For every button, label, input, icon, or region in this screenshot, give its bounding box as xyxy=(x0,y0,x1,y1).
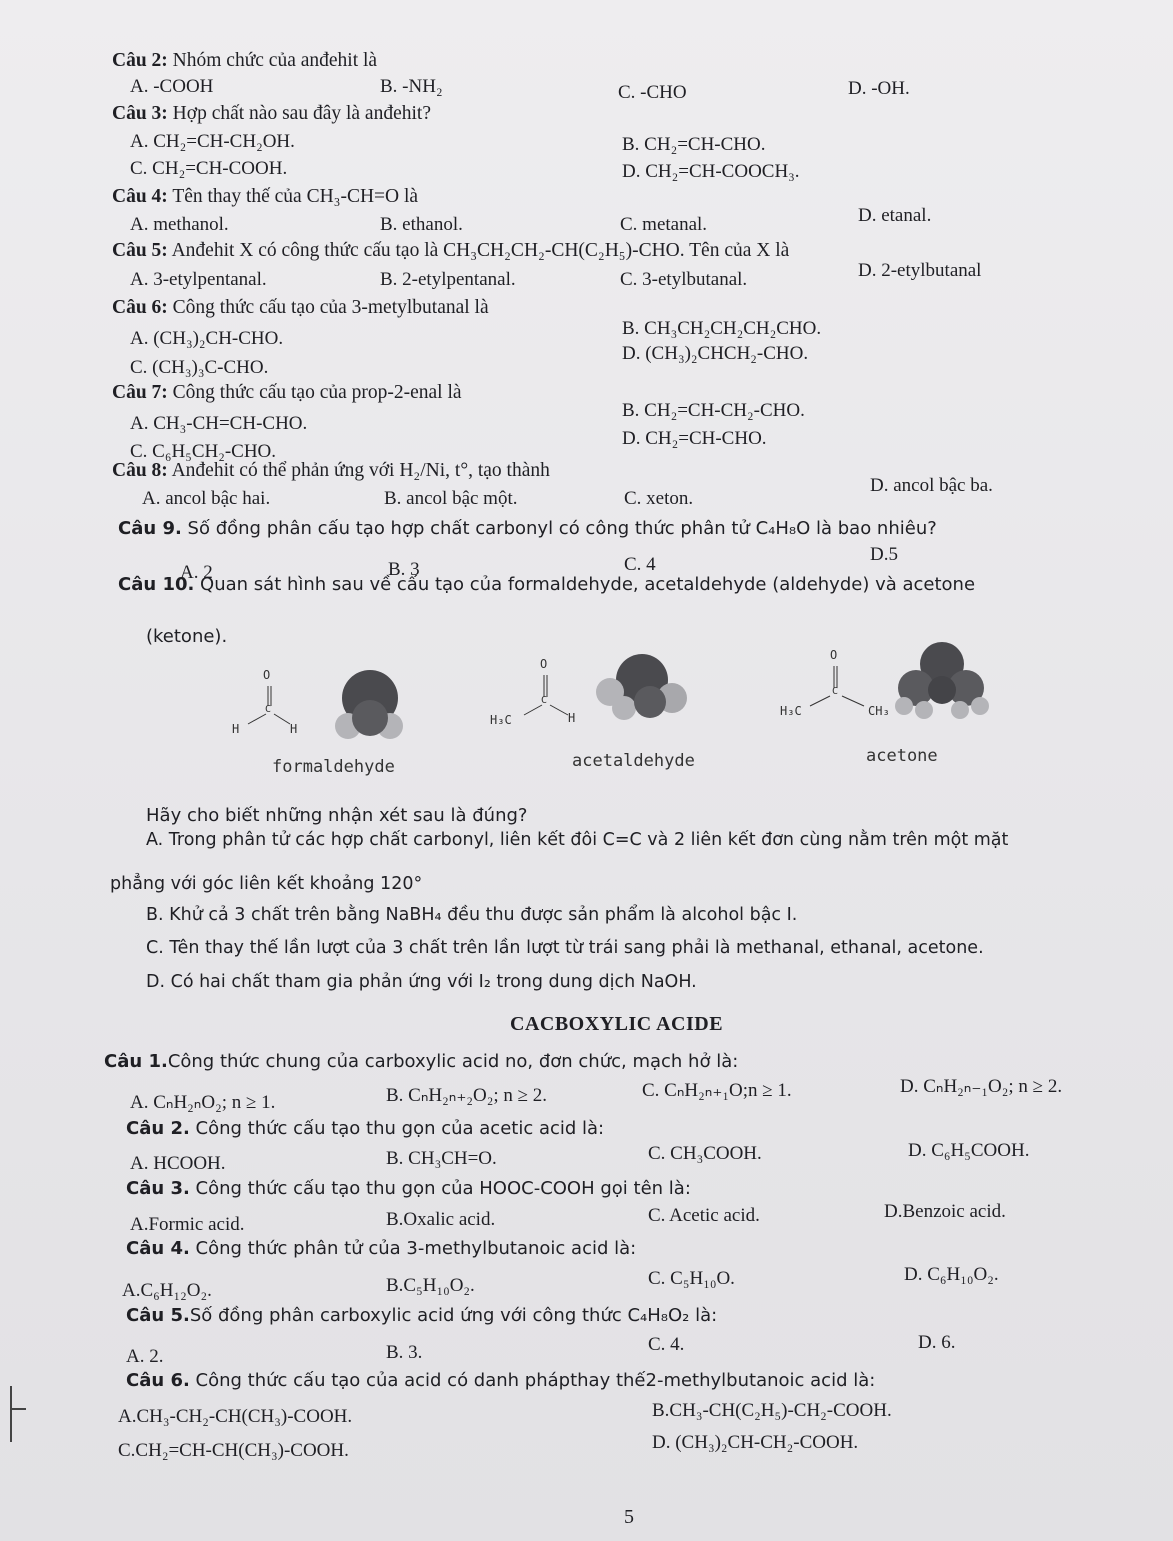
q5-option-c: C. 3-etylbutanal. xyxy=(620,269,748,290)
q2-option-a: A. -COOH xyxy=(130,76,214,97)
q4-option-a: A. methanol. xyxy=(130,214,229,235)
question-number: Câu 5: xyxy=(112,240,168,261)
question-number: Câu 3: xyxy=(112,103,168,124)
a2-option-d: D. C₆H₅COOH. xyxy=(908,1140,1030,1161)
q9-option-d: D.5 xyxy=(870,544,898,565)
a5-option-c: C. 4. xyxy=(648,1334,685,1355)
oxygen-label: O xyxy=(830,648,838,662)
question-5 xyxy=(112,240,789,262)
question-number: Câu 6. xyxy=(126,1370,190,1391)
q3-option-c: C. CH₂=CH-COOH. xyxy=(130,158,288,179)
question-text: Số đồng phân cấu tạo hợp chất carbonyl có công thức phân tử C₄H₈O là bao nhiêu? xyxy=(181,518,937,539)
a4-option-d: D. C₆H₁₀O₂. xyxy=(904,1264,999,1285)
left-substituent-label: H₃C xyxy=(490,713,512,727)
q3-option-a: A. CH₂=CH-CH₂OH. xyxy=(130,131,295,152)
q9-option-b: B. 3 xyxy=(388,559,420,580)
q2-option-c: C. -CHO xyxy=(618,82,687,103)
question-10-continuation: (ketone). xyxy=(146,626,228,647)
q2-option-d: D. -OH. xyxy=(848,78,910,99)
q4-option-d: D. etanal. xyxy=(858,205,932,226)
question-number: Câu 5. xyxy=(126,1305,190,1326)
a1-option-b: B. CₙH₂ₙ₊₂O₂; n ≥ 2. xyxy=(386,1085,548,1106)
carbon-label: C xyxy=(541,695,548,706)
carbon-label: C xyxy=(832,686,839,697)
question-text: Công thức cấu tạo thu gọn của HOOC-COOH gọi tên là: xyxy=(189,1178,691,1199)
question-text: Công thức chung của carboxylic acid no, đơn chức, mạch hở là: xyxy=(167,1051,739,1072)
acetone-structure xyxy=(780,648,890,728)
acetaldehyde-label: acetaldehyde xyxy=(572,751,695,771)
q5-option-d: D. 2-etylbutanal xyxy=(858,260,982,281)
a2-option-b: B. CH₃CH=O. xyxy=(386,1148,497,1169)
question-text: Quan sát hình sau về cấu tạo của formaldehyde, acetaldehyde (aldehyde) và acetone xyxy=(194,574,976,595)
question-number: Câu 4: xyxy=(112,186,168,207)
question-text: Số đồng phân carboxylic acid ứng với công thức C₄H₈O₂ là: xyxy=(189,1305,718,1326)
question-text: Nhóm chức của anđehit là xyxy=(167,50,378,71)
question-number: Câu 4. xyxy=(126,1238,190,1259)
q7-option-d: D. CH₂=CH-CHO. xyxy=(622,428,767,449)
question-number: Câu 9. xyxy=(118,518,182,539)
a2-option-c: C. CH₃COOH. xyxy=(648,1143,762,1164)
margin-mark-tick xyxy=(10,1408,26,1410)
question-number: Câu 1. xyxy=(104,1051,168,1072)
question-number: Câu 2. xyxy=(126,1118,190,1139)
a4-option-a: A.C₆H₁₂O₂. xyxy=(122,1280,212,1301)
question-number: Câu 3. xyxy=(126,1178,190,1199)
q8-option-a: A. ancol bậc hai. xyxy=(142,488,271,509)
formaldehyde-structure xyxy=(228,668,308,738)
question-4 xyxy=(112,186,418,208)
a3-option-d: D.Benzoic acid. xyxy=(884,1201,1006,1222)
question-text: Công thức cấu tạo của prop-2-enal là xyxy=(167,382,462,403)
q4-option-c: C. metanal. xyxy=(620,214,708,235)
acid-question-5 xyxy=(126,1305,717,1326)
acid-question-6 xyxy=(126,1370,875,1391)
question-2 xyxy=(112,50,377,72)
question-9 xyxy=(118,518,937,539)
acetaldehyde-structure xyxy=(490,655,580,735)
a4-option-c: C. C₅H₁₀O. xyxy=(648,1268,735,1289)
a3-option-c: C. Acetic acid. xyxy=(648,1205,760,1226)
q8-option-d: D. ancol bậc ba. xyxy=(870,475,993,496)
a5-option-b: B. 3. xyxy=(386,1342,423,1363)
q10-statement-a: A. Trong phân tử các hợp chất carbonyl, liên kết đôi C=C và 2 liên kết đơn cùng nằm trên một mặt xyxy=(146,830,1009,850)
acid-question-2 xyxy=(126,1118,604,1139)
a1-option-a: A. CₙH₂ₙO₂; n ≥ 1. xyxy=(130,1092,276,1113)
q7-option-b: B. CH₂=CH-CH₂-CHO. xyxy=(622,400,805,421)
q2-option-b: B. -NH₂ xyxy=(380,76,443,97)
a3-option-b: B.Oxalic acid. xyxy=(386,1209,496,1230)
formaldehyde-space-filling-model xyxy=(330,666,410,744)
a5-option-a: A. 2. xyxy=(126,1346,164,1367)
q10-statement-c: C. Tên thay thế lần lượt của 3 chất trên lần lượt từ trái sang phải là methanal, ethanal, acetone. xyxy=(146,938,984,958)
q10-statement-a-continuation: phẳng với góc liên kết khoảng 120° xyxy=(110,874,423,894)
a6-option-c: C.CH₂=CH-CH(CH₃)-COOH. xyxy=(118,1440,349,1461)
q6-option-b: B. CH₃CH₂CH₂CH₂CHO. xyxy=(622,318,822,339)
right-substituent-label: CH₃ xyxy=(868,704,890,718)
a4-option-b: B.C₅H₁₀O₂. xyxy=(386,1275,475,1296)
formaldehyde-label: formaldehyde xyxy=(272,757,395,777)
question-text: Công thức cấu tạo thu gọn của acetic acid là: xyxy=(189,1118,605,1139)
section-heading: CACBOXYLIC ACIDE xyxy=(510,1013,724,1035)
q7-option-a: A. CH₃-CH=CH-CHO. xyxy=(130,413,308,434)
question-text: Công thức cấu tạo của acid có danh phápthay thế2-methylbutanoic acid là: xyxy=(189,1370,876,1391)
q4-option-b: B. ethanol. xyxy=(380,214,463,235)
q6-option-a: A. (CH₃)₂CH-CHO. xyxy=(130,328,284,349)
q5-option-b: B. 2-etylpentanal. xyxy=(380,269,516,290)
a3-option-a: A.Formic acid. xyxy=(130,1214,245,1235)
q9-option-c: C. 4 xyxy=(624,554,656,575)
q6-option-c: C. (CH₃)₃C-CHO. xyxy=(130,357,269,378)
question-text: Hợp chất nào sau đây là anđehit? xyxy=(167,103,431,124)
right-substituent-label: H xyxy=(568,711,576,725)
acid-question-1 xyxy=(104,1051,738,1072)
question-text: Anđehit có thể phản ứng với H₂/Ni, t°, tạo thành xyxy=(167,460,550,481)
acetaldehyde-space-filling-model xyxy=(594,652,690,722)
q7-option-c: C. C₆H₅CH₂-CHO. xyxy=(130,441,277,462)
carbon-label: C xyxy=(265,704,272,715)
a1-option-c: C. CₙH₂ₙ₊₁O;n ≥ 1. xyxy=(642,1080,792,1101)
question-number: Câu 8: xyxy=(112,460,168,481)
q10-statement-b: B. Khử cả 3 chất trên bằng NaBH₄ đều thu được sản phẩm là alcohol bậc I. xyxy=(146,905,798,925)
page-number: 5 xyxy=(624,1506,634,1528)
question-text: Công thức cấu tạo của 3-metylbutanal là xyxy=(167,297,489,318)
question-number: Câu 10. xyxy=(118,574,195,595)
question-6 xyxy=(112,297,489,319)
question-text: Anđehit X có công thức cấu tạo là CH₃CH₂CH₂-CH(C₂H₅)-CHO. Tên của X là xyxy=(167,240,790,261)
a6-option-d: D. (CH₃)₂CH-CH₂-COOH. xyxy=(652,1432,859,1453)
question-number: Câu 2: xyxy=(112,50,168,71)
right-substituent-label: H xyxy=(290,722,298,736)
q10-prompt: Hãy cho biết những nhận xét sau là đúng? xyxy=(146,805,528,826)
acid-question-4 xyxy=(126,1238,636,1259)
question-8 xyxy=(112,460,550,482)
question-text: Tên thay thế của CH₃-CH=O là xyxy=(167,186,419,207)
q5-option-a: A. 3-etylpentanal. xyxy=(130,269,267,290)
oxygen-label: O xyxy=(263,668,271,682)
question-number: Câu 7: xyxy=(112,382,168,403)
question-number: Câu 6: xyxy=(112,297,168,318)
question-3 xyxy=(112,103,431,125)
question-text: Công thức phân tử của 3-methylbutanoic acid là: xyxy=(189,1238,637,1259)
left-substituent-label: H₃C xyxy=(780,704,802,718)
a6-option-b: B.CH₃-CH(C₂H₅)-CH₂-COOH. xyxy=(652,1400,892,1421)
left-substituent-label: H xyxy=(232,722,240,736)
question-10 xyxy=(118,574,975,595)
q3-option-d: D. CH₂=CH-COOCH₃. xyxy=(622,161,800,182)
a6-option-a: A.CH₃-CH₂-CH(CH₃)-COOH. xyxy=(118,1406,353,1427)
a1-option-d: D. CₙH₂ₙ₋₁O₂; n ≥ 2. xyxy=(900,1076,1063,1097)
q8-option-c: C. xeton. xyxy=(624,488,694,509)
margin-mark xyxy=(10,1386,12,1442)
q3-option-b: B. CH₂=CH-CHO. xyxy=(622,134,766,155)
q8-option-b: B. ancol bậc một. xyxy=(384,488,518,509)
acetone-space-filling-model xyxy=(894,640,990,724)
q6-option-d: D. (CH₃)₂CHCH₂-CHO. xyxy=(622,343,809,364)
a2-option-a: A. HCOOH. xyxy=(130,1153,226,1174)
a5-option-d: D. 6. xyxy=(918,1332,956,1353)
q10-statement-d: D. Có hai chất tham gia phản ứng với I₂ trong dung dịch NaOH. xyxy=(146,972,697,992)
q9-option-a: A. 2 xyxy=(180,562,213,583)
acetone-label: acetone xyxy=(866,746,938,766)
oxygen-label: O xyxy=(540,657,548,671)
question-7 xyxy=(112,382,462,404)
acid-question-3 xyxy=(126,1178,691,1199)
